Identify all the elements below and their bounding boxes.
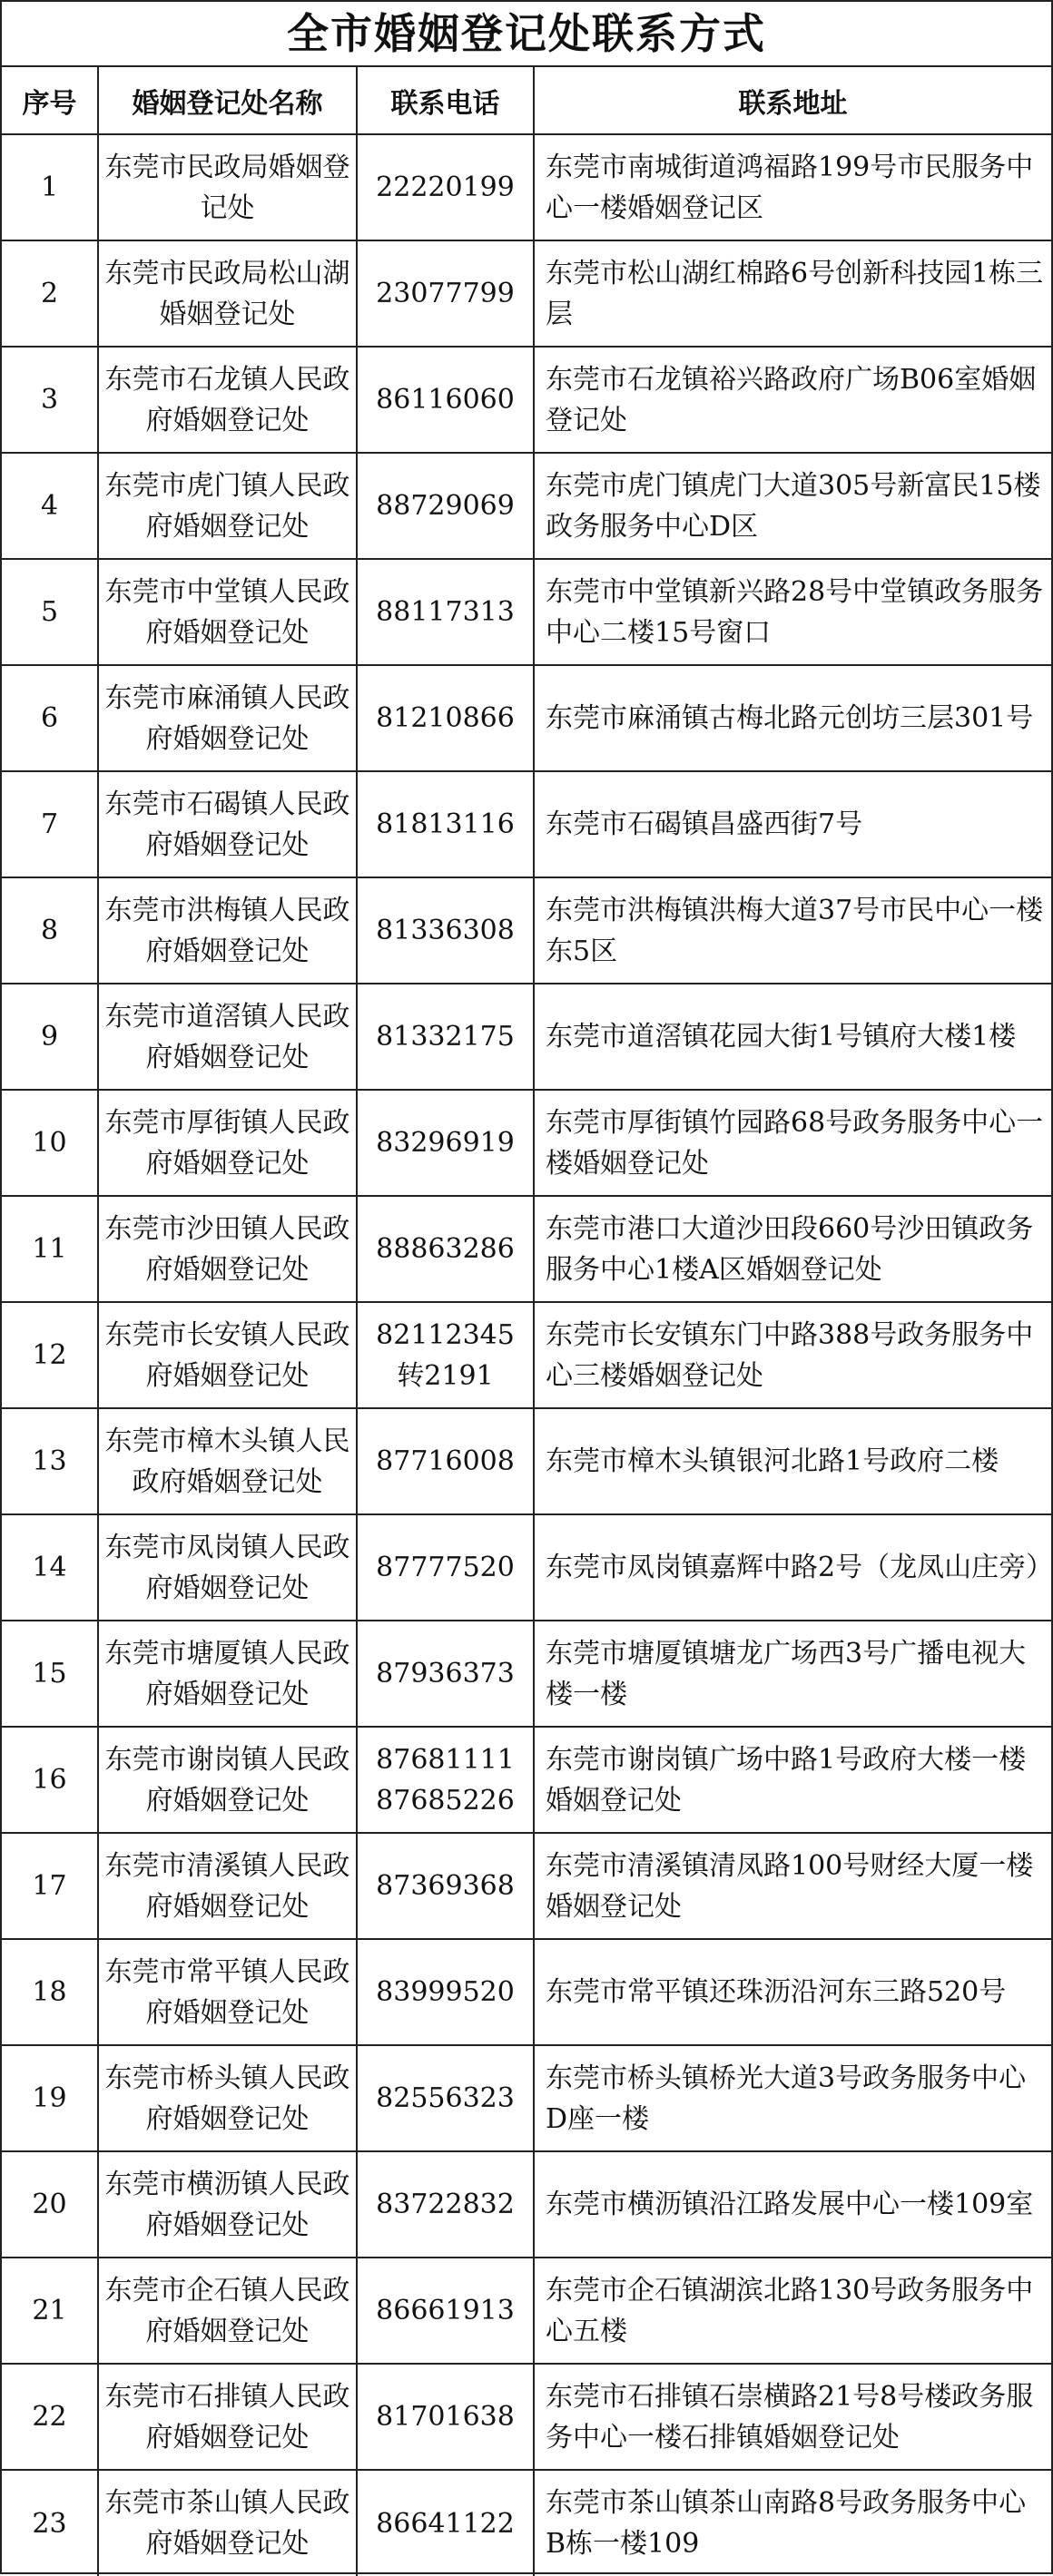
row-number: 3	[2, 347, 98, 453]
office-address: 东莞市麻涌镇古梅北路元创坊三层301号	[534, 665, 1051, 771]
office-phone	[357, 771, 534, 877]
table-row	[2, 240, 1051, 347]
office-name: 东莞市麻涌镇人民政府婚姻登记处	[98, 665, 357, 771]
office-phone	[357, 1621, 534, 1727]
office-name: 东莞市常平镇人民政府婚姻登记处	[98, 1939, 357, 2045]
page-title: 全市婚姻登记处联系方式	[2, 2, 1051, 67]
row-number: 17	[2, 1833, 98, 1939]
office-phone	[357, 1514, 534, 1621]
header-row	[2, 67, 1051, 134]
office-phone	[357, 1408, 534, 1514]
office-address: 东莞市厚街镇竹园路68号政务服务中心一楼婚姻登记处	[534, 1090, 1051, 1196]
phone-number: 86661913	[376, 2295, 515, 2326]
office-phone	[357, 1302, 534, 1408]
office-address: 东莞市松山湖红棉路6号创新科技园1栋三层	[534, 240, 1051, 347]
office-name: 东莞市横沥镇人民政府婚姻登记处	[98, 2151, 357, 2258]
phone-number: 88117313	[376, 596, 515, 628]
office-address: 东莞市凤岗镇嘉辉中路2号（龙凤山庄旁）	[534, 1514, 1051, 1621]
office-phone	[357, 1939, 534, 2045]
office-name: 东莞市桥头镇人民政府婚姻登记处	[98, 2045, 357, 2151]
table-body	[2, 134, 1051, 2576]
table-row	[2, 134, 1051, 240]
office-address: 东莞市企石镇湖滨北路130号政务服务中心五楼	[534, 2258, 1051, 2364]
phone-number: 83999520	[376, 1976, 515, 2008]
phone-number: 88863286	[376, 1233, 515, 1265]
table-row	[2, 2045, 1051, 2151]
phone-number: 87681111	[376, 1743, 515, 1776]
table-row	[2, 1408, 1051, 1514]
phone-number: 87685226	[376, 1784, 515, 1817]
office-address: 东莞市樟木头镇银河北路1号政府二楼	[534, 1408, 1051, 1514]
row-number: 6	[2, 665, 98, 771]
table-row	[2, 1727, 1051, 1833]
office-phone	[357, 1090, 534, 1196]
office-phone	[357, 984, 534, 1090]
row-number: 21	[2, 2258, 98, 2364]
row-number: 7	[2, 771, 98, 877]
table-row	[2, 2364, 1051, 2470]
row-number: 8	[2, 877, 98, 984]
phone-number: 82112345转2191	[376, 1318, 515, 1392]
table-row	[2, 1514, 1051, 1621]
office-address: 东莞市石龙镇裕兴路政府广场B06室婚姻登记处	[534, 347, 1051, 453]
phone-number: 81813116	[376, 808, 515, 840]
office-phone	[357, 2470, 534, 2576]
table-row	[2, 559, 1051, 665]
table-row	[2, 877, 1051, 984]
row-number: 16	[2, 1727, 98, 1833]
office-phone	[357, 2364, 534, 2470]
phone-number: 81332175	[376, 1021, 515, 1053]
row-number: 19	[2, 2045, 98, 2151]
phone-number: 23077799	[376, 278, 515, 309]
row-number: 1	[2, 134, 98, 240]
office-name: 东莞市沙田镇人民政府婚姻登记处	[98, 1196, 357, 1302]
row-number: 11	[2, 1196, 98, 1302]
table-row	[2, 771, 1051, 877]
office-address: 东莞市石碣镇昌盛西街7号	[534, 771, 1051, 877]
row-number: 13	[2, 1408, 98, 1514]
phone-number: 86641122	[376, 2507, 515, 2540]
table-row	[2, 2470, 1051, 2576]
header-no: 序号	[2, 67, 98, 134]
office-address: 东莞市茶山镇茶山南路8号政务服务中心B栋一楼109	[534, 2470, 1051, 2576]
office-phone	[357, 453, 534, 559]
office-name: 东莞市长安镇人民政府婚姻登记处	[98, 1302, 357, 1408]
office-name: 东莞市民政局婚姻登记处	[98, 134, 357, 240]
office-phone	[357, 1833, 534, 1939]
phone-number: 81701638	[376, 2401, 515, 2433]
office-name: 东莞市塘厦镇人民政府婚姻登记处	[98, 1621, 357, 1727]
office-name: 东莞市洪梅镇人民政府婚姻登记处	[98, 877, 357, 984]
office-phone	[357, 877, 534, 984]
office-address: 东莞市谢岗镇广场中路1号政府大楼一楼婚姻登记处	[534, 1727, 1051, 1833]
table-row	[2, 2258, 1051, 2364]
table-row	[2, 665, 1051, 771]
table-row	[2, 1833, 1051, 1939]
office-name: 东莞市虎门镇人民政府婚姻登记处	[98, 453, 357, 559]
phone-number: 87936373	[376, 1658, 515, 1690]
table-row	[2, 2151, 1051, 2258]
office-phone	[357, 134, 534, 240]
office-name: 东莞市石龙镇人民政府婚姻登记处	[98, 347, 357, 453]
header-name: 婚姻登记处名称	[98, 67, 357, 134]
office-address: 东莞市桥头镇桥光大道3号政务服务中心D座一楼	[534, 2045, 1051, 2151]
row-number: 22	[2, 2364, 98, 2470]
office-name: 东莞市清溪镇人民政府婚姻登记处	[98, 1833, 357, 1939]
row-number: 2	[2, 240, 98, 347]
office-phone	[357, 665, 534, 771]
office-phone	[357, 2151, 534, 2258]
phone-number: 83722832	[376, 2189, 515, 2220]
phone-number: 87369368	[376, 1870, 515, 1902]
phone-number: 81336308	[376, 915, 515, 946]
row-number: 5	[2, 559, 98, 665]
registry-table	[2, 67, 1051, 2576]
office-address: 东莞市清溪镇清凤路100号财经大厦一楼婚姻登记处	[534, 1833, 1051, 1939]
office-phone	[357, 1196, 534, 1302]
header-phone: 联系电话	[357, 67, 534, 134]
phone-number: 86116060	[376, 384, 515, 416]
office-address: 东莞市道滘镇花园大街1号镇府大楼1楼	[534, 984, 1051, 1090]
office-phone	[357, 1727, 534, 1833]
office-name: 东莞市谢岗镇人民政府婚姻登记处	[98, 1727, 357, 1833]
office-phone	[357, 347, 534, 453]
office-address: 东莞市港口大道沙田段660号沙田镇政务服务中心1楼A区婚姻登记处	[534, 1196, 1051, 1302]
table-row	[2, 1621, 1051, 1727]
row-number: 10	[2, 1090, 98, 1196]
office-phone	[357, 2045, 534, 2151]
phone-number: 88729069	[376, 490, 515, 522]
row-number: 14	[2, 1514, 98, 1621]
office-address: 东莞市横沥镇沿江路发展中心一楼109室	[534, 2151, 1051, 2258]
office-address: 东莞市石排镇石崇横路21号8号楼政务服务中心一楼石排镇婚姻登记处	[534, 2364, 1051, 2470]
phone-number: 87716008	[376, 1445, 515, 1477]
phone-number: 83296919	[376, 1127, 515, 1159]
table-row	[2, 347, 1051, 453]
office-name: 东莞市凤岗镇人民政府婚姻登记处	[98, 1514, 357, 1621]
row-number: 4	[2, 453, 98, 559]
phone-number: 81210866	[376, 702, 515, 734]
office-phone	[357, 240, 534, 347]
office-name: 东莞市中堂镇人民政府婚姻登记处	[98, 559, 357, 665]
table-row	[2, 1196, 1051, 1302]
table-row	[2, 984, 1051, 1090]
row-number: 9	[2, 984, 98, 1090]
phone-number: 82556323	[376, 2082, 515, 2114]
table-row	[2, 1090, 1051, 1196]
header-address: 联系地址	[534, 67, 1051, 134]
phone-number: 22220199	[376, 171, 515, 203]
office-name: 东莞市石排镇人民政府婚姻登记处	[98, 2364, 357, 2470]
office-phone	[357, 2258, 534, 2364]
row-number: 18	[2, 1939, 98, 2045]
table-row	[2, 1939, 1051, 2045]
table-row	[2, 1302, 1051, 1408]
office-address: 东莞市中堂镇新兴路28号中堂镇政务服务中心二楼15号窗口	[534, 559, 1051, 665]
office-address: 东莞市塘厦镇塘龙广场西3号广播电视大楼一楼	[534, 1621, 1051, 1727]
office-address: 东莞市洪梅镇洪梅大道37号市民中心一楼东5区	[534, 877, 1051, 984]
office-name: 东莞市民政局松山湖婚姻登记处	[98, 240, 357, 347]
row-number: 12	[2, 1302, 98, 1408]
row-number: 20	[2, 2151, 98, 2258]
office-address: 东莞市常平镇还珠沥沿河东三路520号	[534, 1939, 1051, 2045]
office-address: 东莞市长安镇东门中路388号政务服务中心三楼婚姻登记处	[534, 1302, 1051, 1408]
row-number: 15	[2, 1621, 98, 1727]
table-header	[2, 67, 1051, 134]
office-name: 东莞市厚街镇人民政府婚姻登记处	[98, 1090, 357, 1196]
row-number: 23	[2, 2470, 98, 2576]
office-address: 东莞市南城街道鸿福路199号市民服务中心一楼婚姻登记区	[534, 134, 1051, 240]
office-name: 东莞市茶山镇人民政府婚姻登记处	[98, 2470, 357, 2576]
office-phone	[357, 559, 534, 665]
office-name: 东莞市道滘镇人民政府婚姻登记处	[98, 984, 357, 1090]
table-row	[2, 453, 1051, 559]
office-address: 东莞市虎门镇虎门大道305号新富民15楼政务服务中心D区	[534, 453, 1051, 559]
phone-number: 87777520	[376, 1552, 515, 1583]
office-name: 东莞市樟木头镇人民政府婚姻登记处	[98, 1408, 357, 1514]
office-name: 东莞市石碣镇人民政府婚姻登记处	[98, 771, 357, 877]
office-name: 东莞市企石镇人民政府婚姻登记处	[98, 2258, 357, 2364]
